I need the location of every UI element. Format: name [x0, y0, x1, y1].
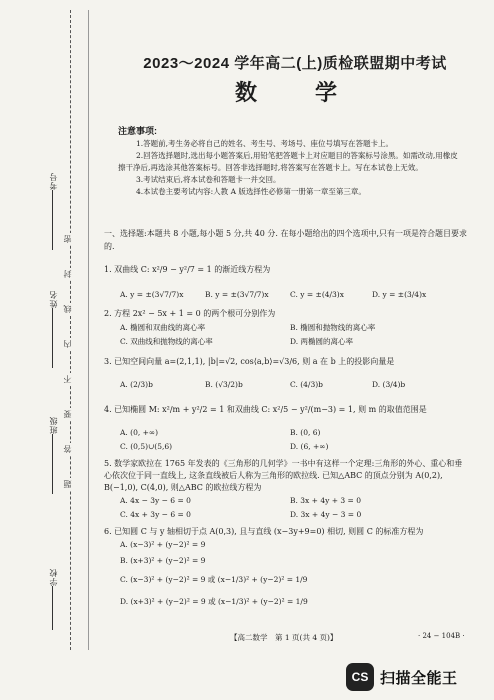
- margin-line: [88, 10, 89, 650]
- seal-char: 要: [63, 410, 72, 418]
- field-underline-name: [52, 308, 53, 368]
- seal-char: 封: [63, 270, 72, 278]
- option-b: B. y = ±(3√7/7)x: [205, 290, 269, 299]
- notice-item: 4.本试卷主要考试内容:人教 A 版选择性必修第一册第一章至第三章。: [136, 187, 366, 196]
- seal-char: 不: [63, 375, 72, 383]
- notice-item: 2.回答选择题时,选出每小题答案后,用铅笔把答题卡上对应题目的答案标号涂黑。如需改动,用橡皮擦干净后,再选涂其他答案标号。回答非选择题时,将答案写在答题卡上。写在本试卷上无效。: [118, 151, 458, 172]
- option-c: C. (4/3)b: [290, 380, 323, 389]
- notice-item: 1.答题前,考生务必将自己的姓名、考生号、考场号、座位号填写在答题卡上。: [136, 139, 394, 148]
- binding-strip: [0, 0, 92, 700]
- option-c: C. 4x + 3y − 6 = 0: [120, 510, 191, 519]
- notice-block: [118, 138, 458, 198]
- seal-char: 题: [63, 480, 72, 488]
- seal-char: 答: [63, 445, 72, 453]
- option-d: D. (x+3)² + (y−2)² = 9 或 (x−1/3)² + (y−2)² = 1/9: [120, 597, 308, 606]
- option-b: B. (√3/2)b: [205, 380, 243, 389]
- field-label-class: 班级: [49, 416, 58, 434]
- option-d: D. (3/4)b: [372, 380, 406, 389]
- field-label-school: 学校: [49, 568, 58, 586]
- option-c: C. (x−3)² + (y−2)² = 9 或 (x−1/3)² + (y−2)² = 1/9: [120, 575, 308, 584]
- field-label-name: 姓名: [49, 290, 58, 308]
- watermark-text: 扫描全能王: [380, 669, 458, 687]
- notice-heading: 注意事项:: [118, 126, 157, 136]
- field-underline-exam-number: [52, 190, 53, 250]
- option-a: A. (0, +∞): [120, 428, 159, 437]
- seal-dashed-line: [70, 10, 71, 650]
- option-a: A. (2/3)b: [120, 380, 153, 389]
- seal-char: 内: [63, 340, 72, 348]
- option-a: A. 椭圆和双曲线的离心率: [120, 323, 206, 332]
- option-b: B. 3x + 4y + 3 = 0: [290, 496, 361, 505]
- exam-title: 2023～2024 学年高二(上)质检联盟期中考试: [143, 55, 447, 72]
- option-b: B. (0, 6): [290, 428, 321, 437]
- option-c: C. 双曲线和抛物线的离心率: [120, 337, 213, 346]
- option-b: B. (x+3)² + (y−2)² = 9: [120, 556, 206, 565]
- question-stem: 6. 已知圆 C 与 y 轴相切于点 A(0,3), 且与直线 (x−3y+9=0) 相切, 则圆 C 的标准方程为: [104, 527, 424, 536]
- option-c: C. (0,5)∪(5,6): [120, 442, 173, 451]
- field-underline-class: [52, 434, 53, 494]
- question-stem: 4. 已知椭圆 M: x²/m + y²/2 = 1 和双曲线 C: x²/5 − y²/(m−3) = 1, 则 m 的取值范围是: [104, 405, 427, 414]
- camscanner-logo-icon: CS: [346, 663, 374, 691]
- field-label-exam-number: 考号: [49, 172, 58, 190]
- question-stem: 2. 方程 2x² − 5x + 1 = 0 的两个根可分别作为: [104, 309, 276, 318]
- field-underline-school: [52, 586, 53, 630]
- scanner-watermark: [346, 661, 486, 693]
- option-a: A. y = ±(3√7/7)x: [120, 290, 184, 299]
- subject-title: 数 学: [234, 80, 355, 105]
- seal-char: 密: [63, 235, 72, 243]
- question-stem: 5. 数学家欧拉在 1765 年发表的《三角形的几何学》一书中有这样一个定理:三角形的外心、重心和垂心依次位于同一直线上, 这条直线被后人称为三角形的欧拉线. 已知△ABC 的顶点分别为 A(0,2), B(−1,0), C(4,0), 则△ABC 的欧拉线方程为: [104, 459, 463, 492]
- option-d: D. 两椭圆的离心率: [290, 337, 354, 346]
- option-a: A. (x−3)² + (y−2)² = 9: [120, 540, 206, 549]
- option-d: D. y = ±(3/4)x: [372, 290, 427, 299]
- page-footer: 【高二数学 第 1 页(共 4 页)】: [230, 633, 338, 642]
- question-stem: 3. 已知空间向量 a=(2,1,1), |b|=√2, cos⟨a,b⟩=√3/6, 则 a 在 b 上的投影向量是: [104, 357, 395, 366]
- question-stem: 1. 双曲线 C: x²/9 − y²/7 = 1 的渐近线方程为: [104, 265, 271, 274]
- option-c: C. y = ±(4/3)x: [290, 290, 344, 299]
- option-d: D. 3x + 4y − 3 = 0: [290, 510, 362, 519]
- section-heading: 一、选择题:本题共 8 小题,每小题 5 分,共 40 分. 在每小题给出的四个选项中,只有一项是符合题目要求的.: [104, 229, 468, 251]
- option-a: A. 4x − 3y − 6 = 0: [120, 496, 191, 505]
- seal-char: 线: [63, 305, 72, 313]
- notice-item: 3.考试结束后,将本试卷和答题卡一并交回。: [136, 175, 281, 184]
- option-d: D. (6, +∞): [290, 442, 329, 451]
- option-b: B. 椭圆和抛物线的离心率: [290, 323, 376, 332]
- paper-code: · 24 − 104B ·: [418, 632, 465, 640]
